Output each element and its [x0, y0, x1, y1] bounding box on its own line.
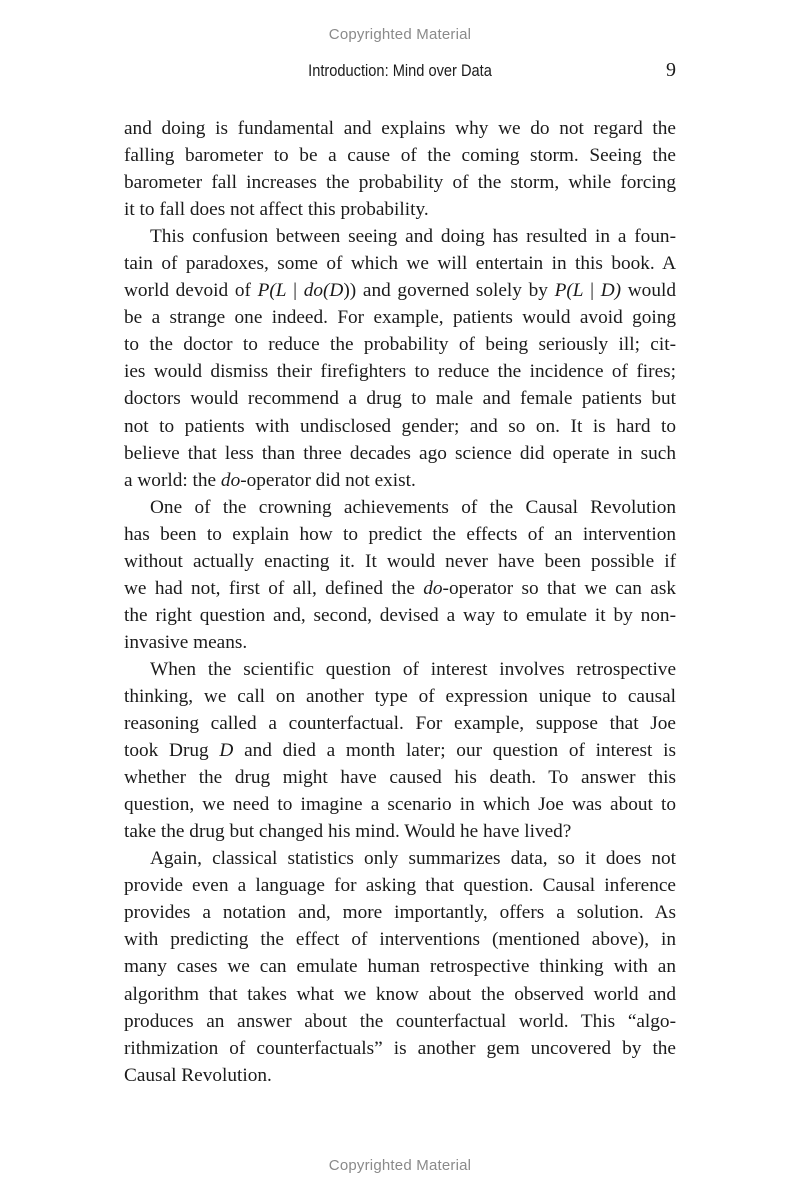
text-line [124, 710, 676, 737]
text-segment: algorithm that takes what we know about the observed world and [124, 983, 676, 1005]
text-segment: P(L [257, 280, 287, 302]
text-line [124, 358, 676, 385]
paragraph [124, 223, 676, 493]
body-text [124, 115, 676, 1089]
text-segment: many cases we can emulate human retrospective thinking with an [124, 956, 676, 978]
text-line [124, 548, 676, 575]
text-segment: do [220, 469, 241, 491]
text-line [124, 926, 676, 953]
text-segment: would [621, 280, 676, 302]
text-line [124, 169, 676, 196]
text-segment: tain of paradoxes, some of which we will entertain in this book. A [124, 253, 676, 275]
text-segment: -operator did not exist. [240, 469, 416, 491]
text-segment: and doing is fundamental and explains why we do not regard the [124, 118, 676, 139]
text-line [124, 385, 676, 412]
text-segment: to the doctor to reduce the probability of being seriously ill; cit- [124, 334, 676, 356]
text-line [124, 277, 676, 304]
text-line [124, 791, 676, 818]
text-line [124, 899, 676, 926]
text-segment: This confusion between seeing and doing has resulted in a foun- [150, 226, 676, 248]
text-segment: a world: the [124, 469, 221, 491]
text-segment: we had not, first of all, defined the [124, 577, 424, 599]
text-segment: provides a notation and, more importantly, offers a solution. As [124, 902, 676, 924]
text-line [124, 521, 676, 548]
text-segment: D [219, 740, 234, 762]
paragraph [124, 656, 676, 845]
chapter-title: Introduction: Mind over Data [308, 61, 492, 80]
text-segment: has been to explain how to predict the effects of an intervention [124, 523, 676, 545]
text-line [124, 250, 676, 277]
copyright-watermark-bottom: Copyrighted Material [328, 1157, 472, 1174]
text-segment: D) [600, 280, 622, 302]
text-line [124, 764, 676, 791]
text-line [124, 656, 676, 683]
text-segment: question, we need to imagine a scenario in which Joe was about to [124, 794, 676, 816]
text-line [124, 818, 676, 845]
text-line [124, 683, 676, 710]
running-head [124, 61, 676, 85]
text-segment: One of the crowning achievements of the Causal Revolution [150, 496, 676, 518]
text-segment: produces an answer about the counterfactual world. This “algo- [124, 1010, 676, 1032]
text-line [124, 602, 676, 629]
text-segment: | [286, 280, 304, 302]
text-line [124, 223, 676, 250]
text-line [124, 872, 676, 899]
text-line [124, 196, 676, 223]
text-line [124, 331, 676, 358]
text-segment: P(L [554, 280, 584, 302]
text-line [124, 737, 676, 764]
text-line [124, 494, 676, 521]
text-line [124, 142, 676, 169]
text-segment: provide even a language for asking that question. Causal inference [124, 875, 676, 897]
paragraph [124, 845, 676, 1088]
text-segment: invasive means. [124, 631, 248, 653]
text-segment: thinking, we call on another type of expression unique to causal [124, 685, 676, 707]
text-line [124, 1008, 676, 1035]
text-line [124, 845, 676, 872]
page-number: 9 [666, 59, 676, 81]
text-line [124, 629, 676, 656]
text-line [124, 981, 676, 1008]
text-segment: doctors would recommend a drug to male and female patients but [124, 388, 676, 410]
text-segment: rithmization of counterfactuals” is another gem uncovered by the [124, 1037, 676, 1059]
text-segment: the right question and, second, devised a way to emulate it by non- [124, 604, 676, 626]
paragraph [124, 494, 676, 656]
text-segment: falling barometer to be a cause of the coming storm. Seeing the [124, 145, 676, 167]
paragraph [124, 115, 676, 223]
text-segment: reasoning called a counterfactual. For example, suppose that Joe [124, 713, 676, 735]
text-segment: not to patients with undisclosed gender; and so on. It is hard to [124, 415, 676, 437]
text-line [124, 1062, 676, 1089]
text-segment: and died a month later; our question of interest is [233, 740, 676, 762]
text-segment: Again, classical statistics only summarizes data, so it does not [150, 848, 676, 870]
text-segment: took Drug [124, 740, 220, 762]
text-line [124, 1035, 676, 1062]
text-segment: -operator so that we can ask [442, 577, 676, 599]
text-segment: whether the drug might have caused his death. To answer this [124, 767, 676, 789]
text-segment: do(D [303, 280, 344, 302]
copyright-watermark-top: Copyrighted Material [328, 26, 472, 43]
text-segment: When the scientific question of interest involves retrospective [150, 658, 676, 680]
text-segment: believe that less than three decades ago science did operate in such [124, 442, 676, 464]
text-segment: it to fall does not affect this probability. [124, 199, 429, 221]
text-line [124, 440, 676, 467]
text-segment: take the drug but changed his mind. Would he have lived? [124, 821, 572, 843]
text-line [124, 575, 676, 602]
text-segment: do [423, 577, 443, 599]
text-line [124, 413, 676, 440]
text-segment: barometer fall increases the probability of the storm, while forcing [124, 172, 676, 194]
text-line [124, 115, 676, 142]
text-line [124, 467, 676, 494]
text-line [124, 953, 676, 980]
text-segment: | [583, 280, 601, 302]
text-line [124, 304, 676, 331]
text-segment: without actually enacting it. It would never have been possible if [124, 550, 676, 572]
text-segment: world devoid of [124, 280, 258, 302]
text-segment: with predicting the effect of interventions (mentioned above), in [124, 929, 676, 951]
text-segment: be a strange one indeed. For example, patients would avoid going [124, 307, 676, 329]
text-segment: and governed solely by [356, 280, 555, 302]
text-segment: ies would dismiss their firefighters to reduce the incidence of fires; [124, 361, 676, 383]
text-segment: )) [343, 280, 357, 302]
text-segment: Causal Revolution. [124, 1064, 272, 1086]
